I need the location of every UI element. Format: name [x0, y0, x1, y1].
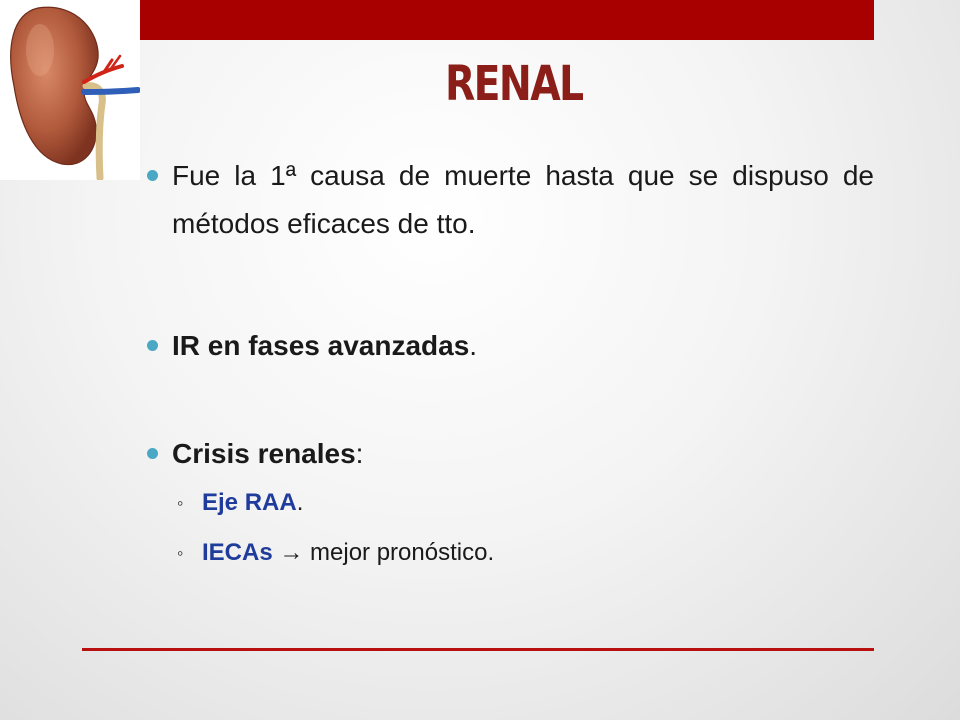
- bottom-divider: [82, 648, 874, 651]
- bullet-dot-icon: [147, 170, 158, 181]
- sub-bullet-item: [177, 486, 304, 520]
- bullet-bold-text: IR en fases avanzadas: [172, 330, 470, 361]
- bullet-rest-text: .: [469, 330, 478, 361]
- sub-bullet-rest: .: [296, 489, 304, 516]
- bullet-item: [172, 430, 874, 478]
- arrow-right-icon: →: [279, 539, 304, 566]
- bullet-dot-icon: [147, 448, 158, 459]
- bullet-text: Fue la 1ª causa de muerte hasta que se dispuso de métodos eficaces de tto.: [172, 160, 874, 239]
- sub-bullet-highlight: Eje RAA: [202, 489, 297, 516]
- bullet-bold-text: Crisis renales: [172, 438, 356, 469]
- sub-bullet-highlight: IECAs: [202, 539, 273, 566]
- sub-bullet-rest: mejor pronóstico.: [310, 539, 495, 566]
- bullet-rest-text: :: [355, 438, 364, 469]
- bullet-item: [172, 152, 874, 248]
- circle-bullet-icon: ◦: [177, 543, 184, 563]
- circle-bullet-icon: ◦: [177, 493, 184, 513]
- sub-bullet-item: [177, 536, 495, 570]
- slide-title: RENAL: [445, 56, 583, 112]
- bullet-item: [172, 322, 874, 370]
- bullet-dot-icon: [147, 340, 158, 351]
